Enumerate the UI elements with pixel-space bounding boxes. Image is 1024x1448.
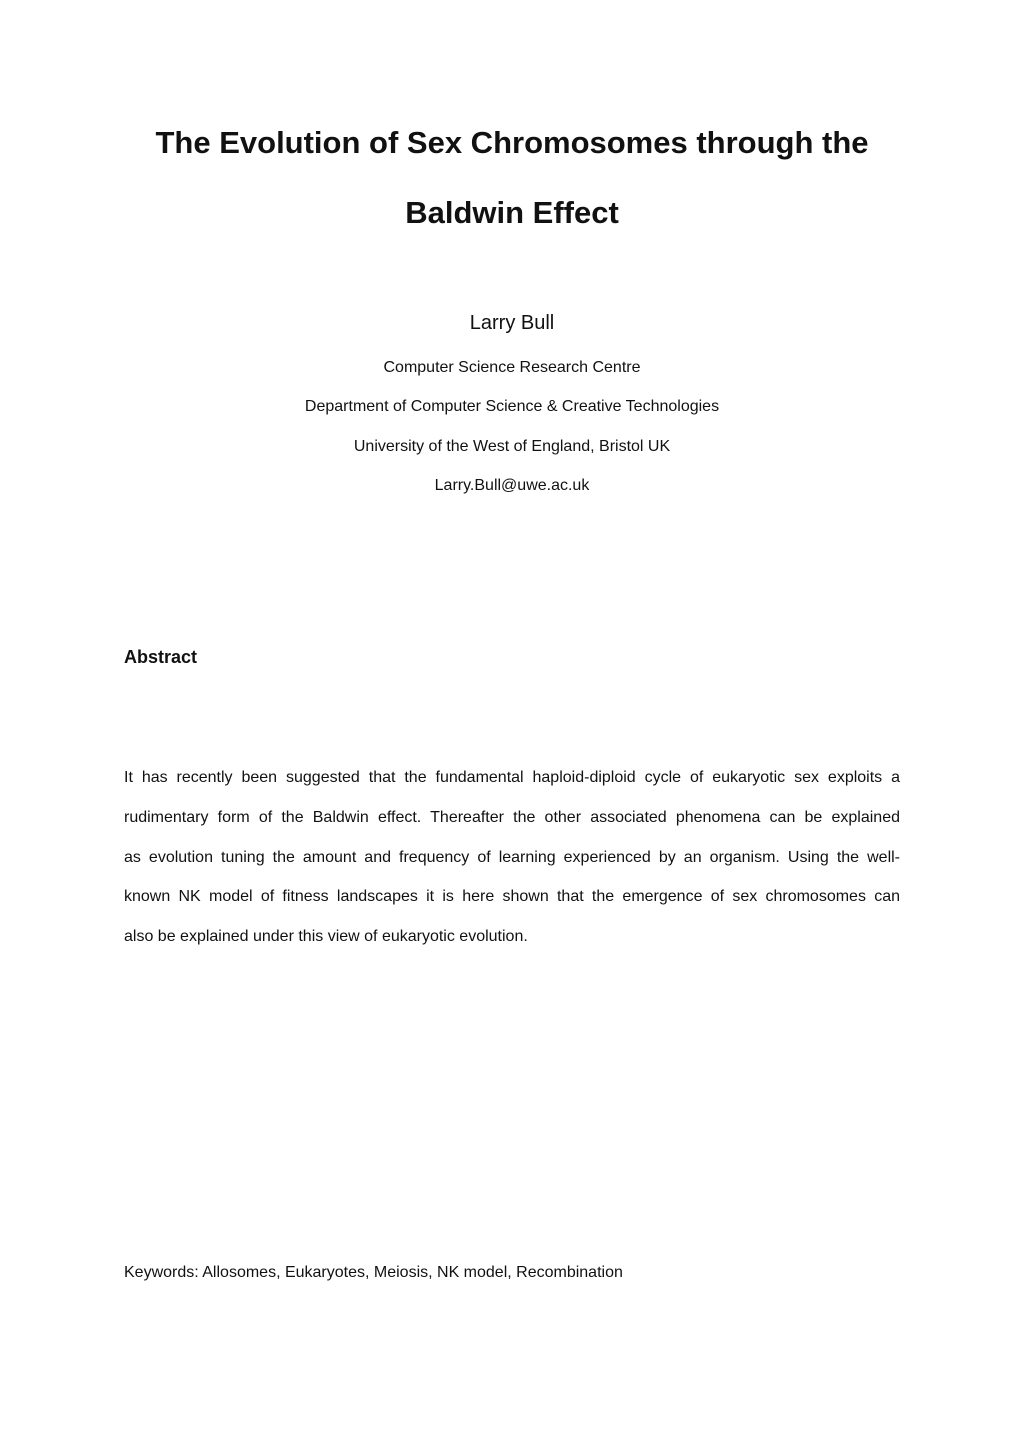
- affiliation-department: Department of Computer Science & Creative Technologies: [304, 398, 720, 415]
- paper-title-line-1: The Evolution of Sex Chromosomes through the: [155, 125, 869, 160]
- abstract-line: also be explained under this view of eukaryotic evolution.: [124, 928, 528, 946]
- paper-title-line-2: Baldwin Effect: [405, 195, 619, 230]
- abstract-line: It has recently been suggested that the fundamental haploid-diploid cycle of eukaryotic sex exploits a: [124, 769, 900, 786]
- abstract-line: rudimentary form of the Baldwin effect. Thereafter the other associated phenomena can be explained: [124, 808, 900, 826]
- abstract-line: as evolution tuning the amount and frequency of learning experienced by an organism. Using the well-: [124, 848, 900, 866]
- author-name: Larry Bull: [469, 312, 555, 334]
- abstract-line: known NK model of fitness landscapes it is here shown that the emergence of sex chromosomes can: [124, 888, 900, 906]
- affiliation-centre: Computer Science Research Centre: [383, 359, 641, 376]
- affiliation-university: University of the West of England, Bristol UK: [353, 438, 671, 455]
- author-email: Larry.Bull@uwe.ac.uk: [434, 477, 590, 494]
- abstract-heading: Abstract: [124, 647, 198, 667]
- keywords-line: Keywords: Allosomes, Eukaryotes, Meiosis, NK model, Recombination: [124, 1264, 623, 1281]
- abstract-body: [124, 767, 900, 966]
